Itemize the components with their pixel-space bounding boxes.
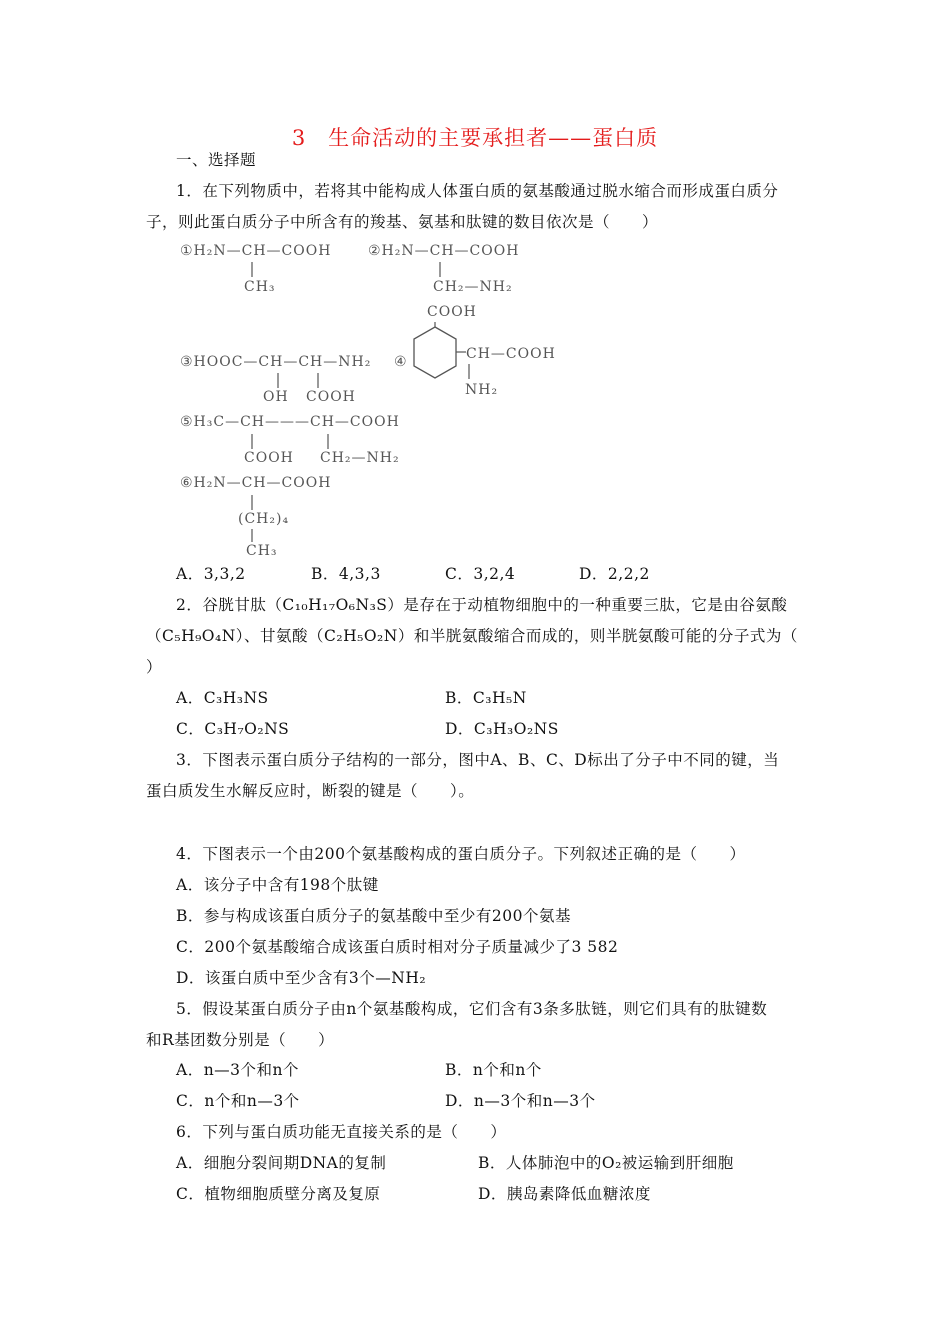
q6-option-b: B．人体肺泡中的O₂被运输到肝细胞 [478,1154,734,1172]
structure-3: ③HOOC—CH—CH—NH₂ [180,354,372,370]
structure-5: ⑤H₃C—CH———CH—COOH [180,414,400,430]
structure-5-side-cooh: COOH [244,450,294,466]
page-title: 3 生命活动的主要承担者——蛋白质 [291,126,659,150]
q4-option-d: D．该蛋白质中至少含有3个—NH₂ [176,969,427,987]
q3-stem-line2: 蛋白质发生水解反应时，断裂的键是（ ）。 [146,782,475,800]
q2-option-c: C．C₃H₇O₂NS [176,720,290,738]
q4-option-c: C．200个氨基酸缩合成该蛋白质时相对分子质量减少了3 582 [176,938,619,956]
structure-bonds [0,0,950,600]
q5-stem-line2: 和R基团数分别是（ ） [146,1031,335,1049]
q5-stem-line1: 5．假设某蛋白质分子由n个氨基酸构成，它们含有3条多肽链，则它们具有的肽键数 [176,1000,768,1018]
structure-3-side-oh: OH [263,389,289,405]
structure-1: ①H₂N—CH—COOH [180,243,332,259]
structure-6-side-end: CH₃ [246,543,278,559]
q2-option-d: D．C₃H₃O₂NS [445,720,559,738]
structure-1-side: CH₃ [244,279,276,295]
structure-3-side-cooh: COOH [306,389,356,405]
q6-stem: 6．下列与蛋白质功能无直接关系的是（ ） [176,1123,507,1141]
structure-2-side: CH₂—NH₂ [433,279,513,295]
q1-option-b: B．4,3,3 [311,565,381,583]
structure-5-side-ch2nh2: CH₂—NH₂ [320,450,400,466]
structure-6: ⑥H₂N—CH—COOH [180,475,332,491]
q5-option-c: C．n个和n—3个 [176,1092,300,1110]
q1-stem-line1: 1．在下列物质中，若将其中能构成人体蛋白质的氨基酸通过脱水缩合而形成蛋白质分 [176,182,779,200]
structure-4-side: NH₂ [465,382,499,398]
q4-option-a: A．该分子中含有198个肽键 [176,876,379,894]
q2-option-b: B．C₃H₅N [445,689,527,707]
q6-option-a: A．细胞分裂间期DNA的复制 [176,1154,387,1172]
structure-6-side-chain: (CH₂)₄ [238,511,290,527]
q1-option-a: A．3,3,2 [176,565,246,583]
structure-2: ②H₂N—CH—COOH [368,243,520,259]
q6-option-d: D．胰岛素降低血糖浓度 [478,1185,651,1203]
q5-option-b: B．n个和n个 [445,1061,542,1079]
q6-option-c: C．植物细胞质壁分离及复原 [176,1185,381,1203]
q2-option-a: A．C₃H₃NS [176,689,269,707]
q5-option-d: D．n—3个和n—3个 [445,1092,596,1110]
q4-stem: 4．下图表示一个由200个氨基酸构成的蛋白质分子。下列叙述正确的是（ ） [176,845,746,863]
q4-option-b: B．参与构成该蛋白质分子的氨基酸中至少有200个氨基 [176,907,571,925]
structure-4-number: ④ [394,354,408,370]
q2-stem-line2: （C₅H₉O₄N）、甘氨酸（C₂H₅O₂N）和半胱氨酸缩合而成的，则半胱氨酸可能的分子式为（ [146,627,798,645]
q2-stem-line3: ） [146,658,163,676]
q1-option-c: C．3,2,4 [445,565,516,583]
q5-option-a: A．n—3个和n个 [176,1061,300,1079]
structure-4-chain: CH—COOH [466,346,556,362]
q3-stem-line1: 3．下图表示蛋白质分子结构的一部分，图中A、B、C、D标出了分子中不同的键，当 [176,751,780,769]
q1-option-d: D．2,2,2 [579,565,650,583]
structure-4-top: COOH [427,304,477,320]
q1-stem-line2: 子，则此蛋白质分子中所含有的羧基、氨基和肽键的数目依次是（ ） [146,213,659,231]
section-heading: 一、选择题 [176,151,257,169]
q2-stem-line1: 2．谷胱甘肽（C₁₀H₁₇O₆N₃S）是存在于动植物细胞中的一种重要三肽，它是由谷氨酸 [176,596,788,614]
